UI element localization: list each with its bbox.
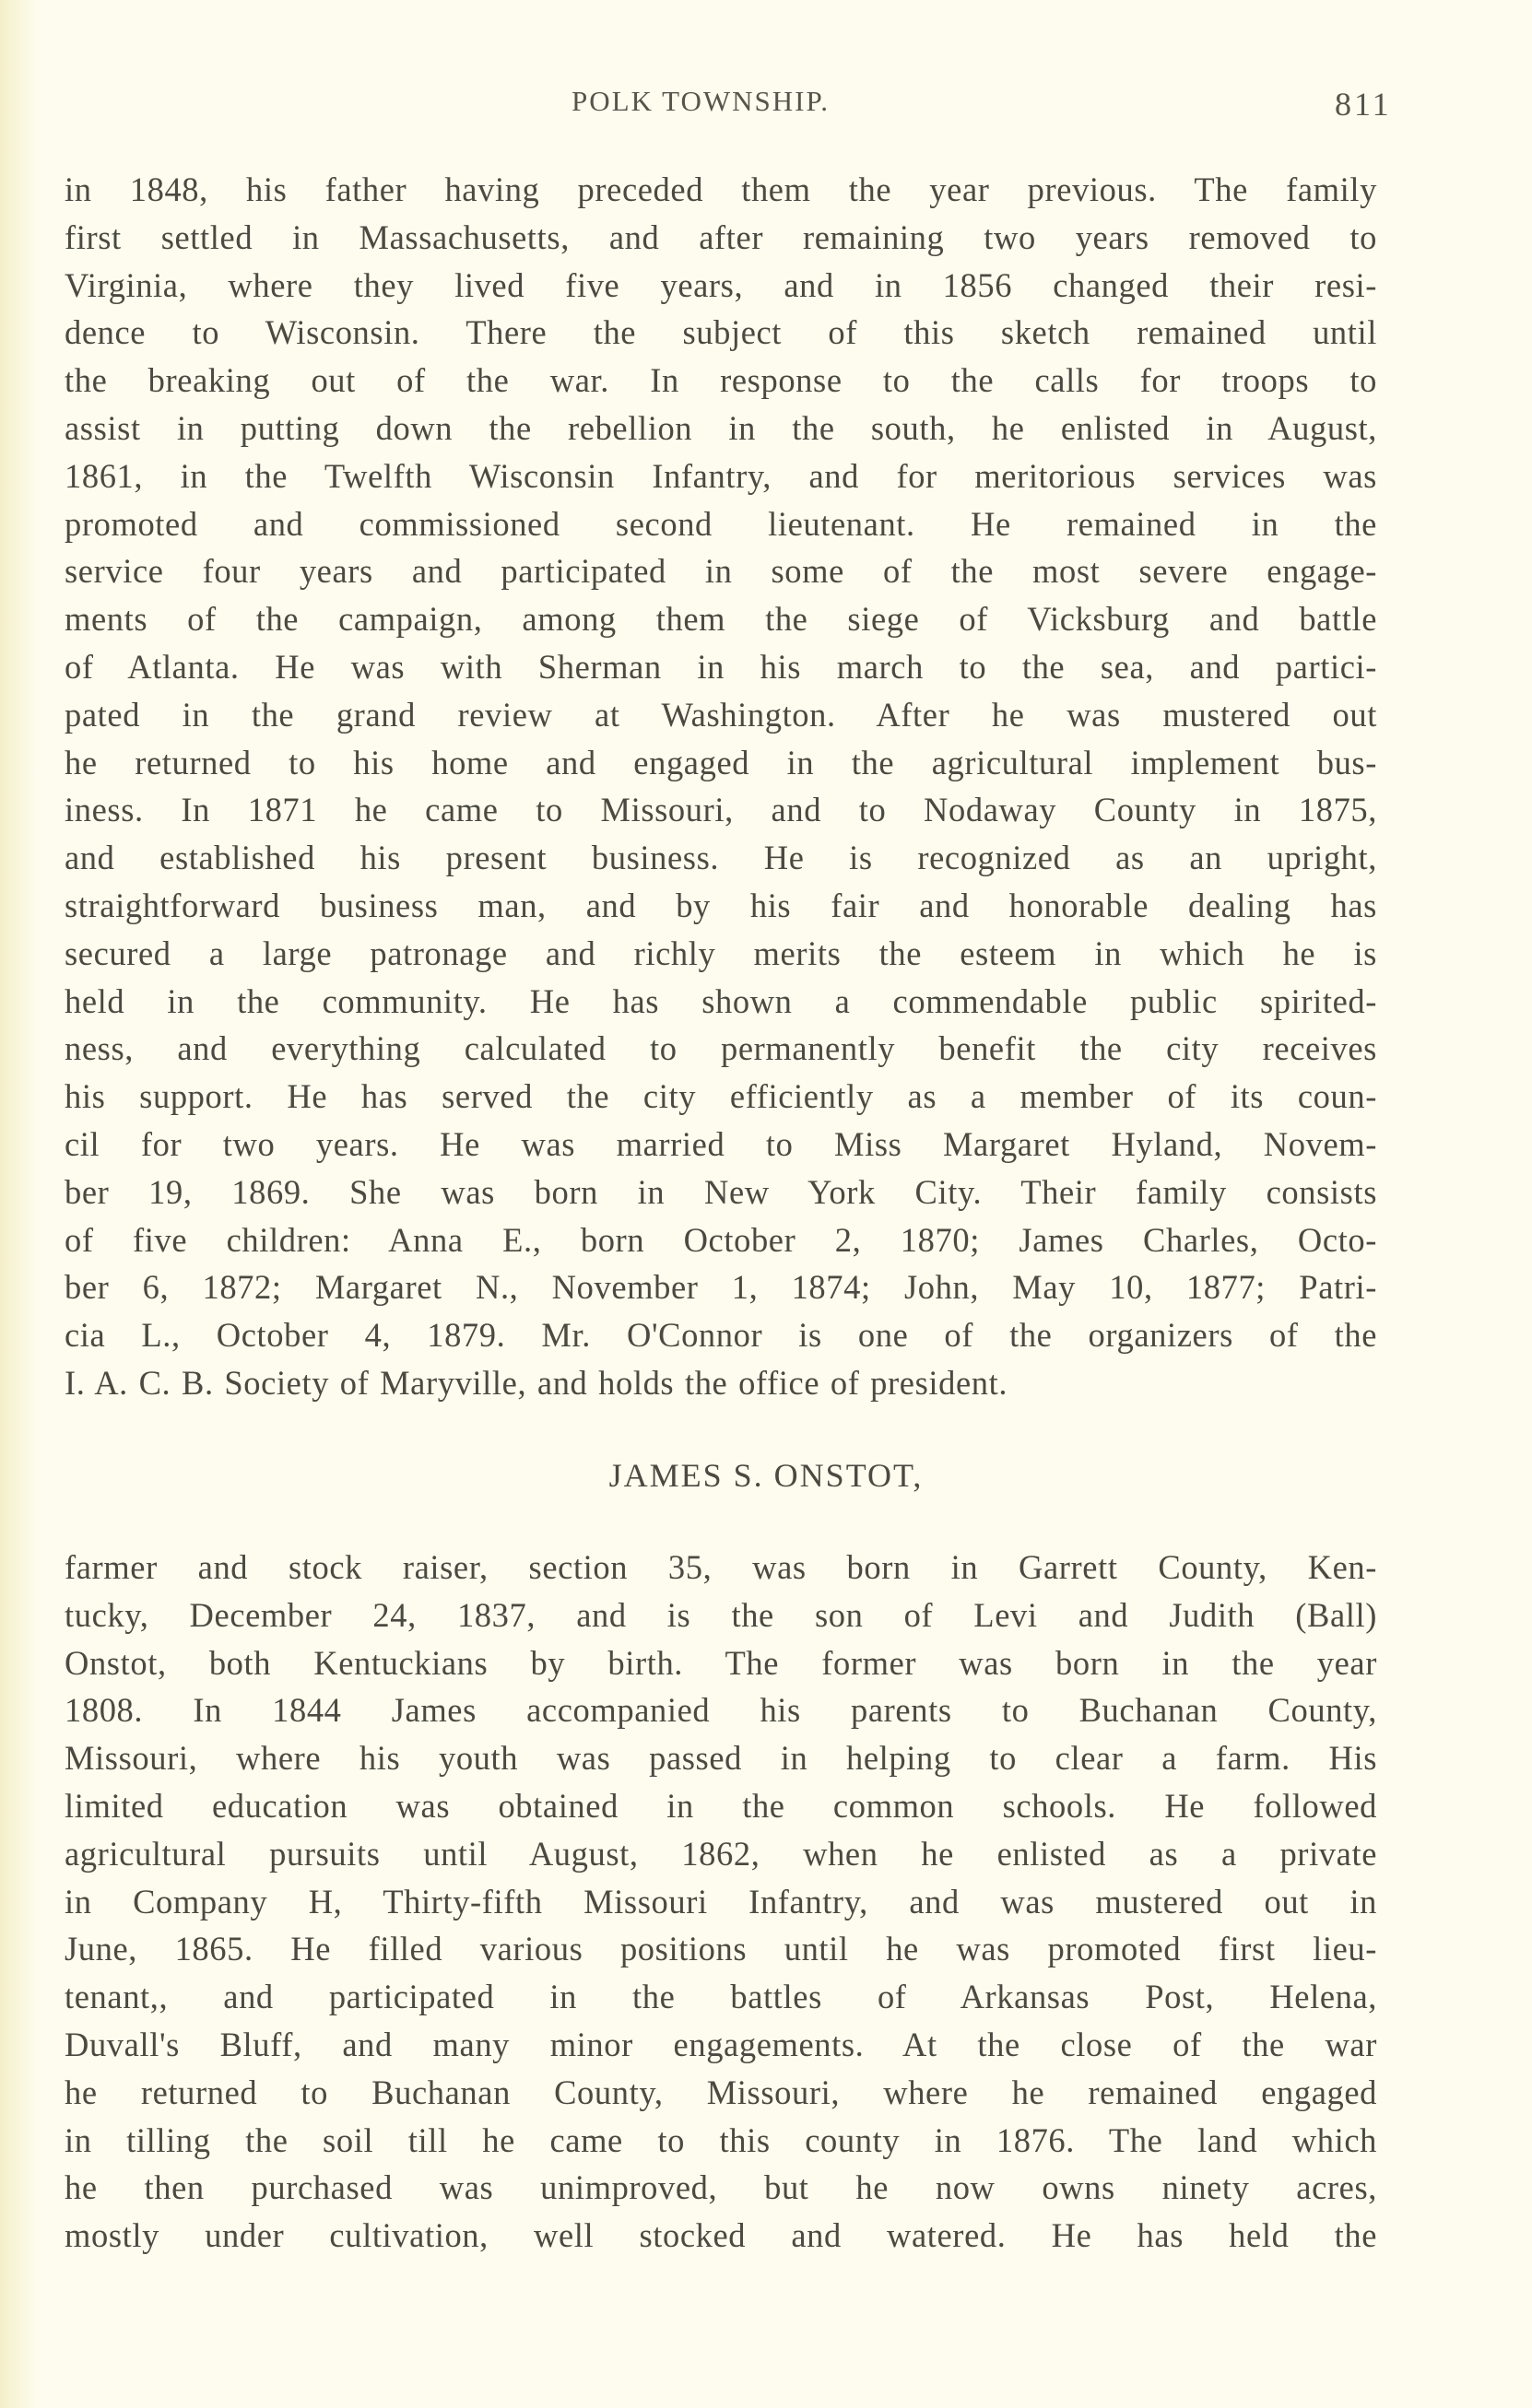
text-line: pated in the grand review at Washington. After he was mustered out [65,695,1377,734]
text-line: ness, and everything calculated to permanently benefit the city receives [65,1029,1377,1068]
text-line: limited education was obtained in the common schools. He followed [65,1786,1377,1825]
text-line: cia L., October 4, 1879. Mr. O'Connor is one of the organizers of the [65,1316,1377,1355]
text-line: of five children: Anna E., born October 2, 1870; James Charles, Octo- [65,1220,1377,1259]
text-line: iness. In 1871 he came to Missouri, and to Nodaway County in 1875, [65,791,1377,829]
page-number: 811 [1335,86,1392,123]
text-line: mostly under cultivation, well stocked and watered. He has held the [65,2216,1377,2255]
text-line: the breaking out of the war. In response to the calls for troops to [65,361,1377,400]
text-line: in Company H, Thirty-fifth Missouri Infantry, and was mustered out in [65,1882,1377,1921]
section-heading: JAMES S. ONSTOT, [608,1457,924,1494]
page-edge-shadow [0,0,37,2408]
text-line: he then purchased was unimproved, but he now owns ninety acres, [65,2168,1377,2207]
text-line: assist in putting down the rebellion in the south, he enlisted in August, [65,408,1377,447]
text-line: cil for two years. He was married to Miss Margaret Hyland, Novem- [65,1124,1377,1163]
text-line: dence to Wisconsin. There the subject of this sketch remained until [65,313,1377,352]
text-line: Onstot, both Kentuckians by birth. The former was born in the year [65,1643,1377,1682]
text-line: ments of the campaign, among them the siege of Vicksburg and battle [65,600,1377,639]
text-line: held in the community. He has shown a commendable public spirited- [65,981,1377,1020]
text-line: Duvall's Bluff, and many minor engagements. At the close of the war [65,2025,1377,2063]
text-line: farmer and stock raiser, section 35, was born in Garrett County, Ken- [65,1548,1377,1586]
text-line: agricultural pursuits until August, 1862, when he enlisted as a private [65,1834,1377,1873]
text-line: of Atlanta. He was with Sherman in his march to the sea, and partici- [65,647,1377,686]
text-line: tucky, December 24, 1837, and is the son of Levi and Judith (Ball) [65,1595,1377,1634]
text-line: 1808. In 1844 James accompanied his parents to Buchanan County, [65,1691,1377,1730]
text-line: he returned to Buchanan County, Missouri, where he remained engaged [65,2073,1377,2111]
text-line: tenant,, and participated in the battles of Arkansas Post, Helena, [65,1978,1377,2016]
paragraph-onstot-biography [65,1544,1377,2260]
text-line: secured a large patronage and richly merits the esteem in which he is [65,934,1377,972]
text-line: service four years and participated in some of the most severe engage- [65,552,1377,591]
running-head [0,85,1532,131]
text-line: ber 19, 1869. She was born in New York City. Their family consists [65,1172,1377,1211]
text-line: Missouri, where his youth was passed in helping to clear a farm. His [65,1739,1377,1778]
text-line: in 1848, his father having preceded them the year previous. The family [65,170,1377,208]
text-line: June, 1865. He filled various positions until he was promoted first lieu- [65,1930,1377,1968]
text-line: Virginia, where they lived five years, and in 1856 changed their resi- [65,265,1377,304]
text-line: 1861, in the Twelfth Wisconsin Infantry, and for meritorious services was [65,456,1377,495]
text-line: promoted and commissioned second lieutenant. He remained in the [65,504,1377,543]
text-line: his support. He has served the city efficiently as a member of its coun- [65,1077,1377,1116]
text-line: straightforward business man, and by his fair and honorable dealing has [65,886,1377,924]
paragraph-oconnor-biography [65,166,1377,1407]
text-line: he returned to his home and engaged in the agricultural implement bus- [65,743,1377,781]
text-line: and established his present business. He is recognized as an upright, [65,839,1377,877]
text-line: ber 6, 1872; Margaret N., November 1, 1874; John, May 10, 1877; Patri- [65,1268,1377,1307]
text-line: in tilling the soil till he came to this county in 1876. The land which [65,2120,1377,2159]
text-line: I. A. C. B. Society of Maryville, and holds the office of president. [65,1363,1008,1402]
running-title: POLK TOWNSHIP. [572,85,831,117]
text-line: first settled in Massachusetts, and after remaining two years removed to [65,217,1377,256]
